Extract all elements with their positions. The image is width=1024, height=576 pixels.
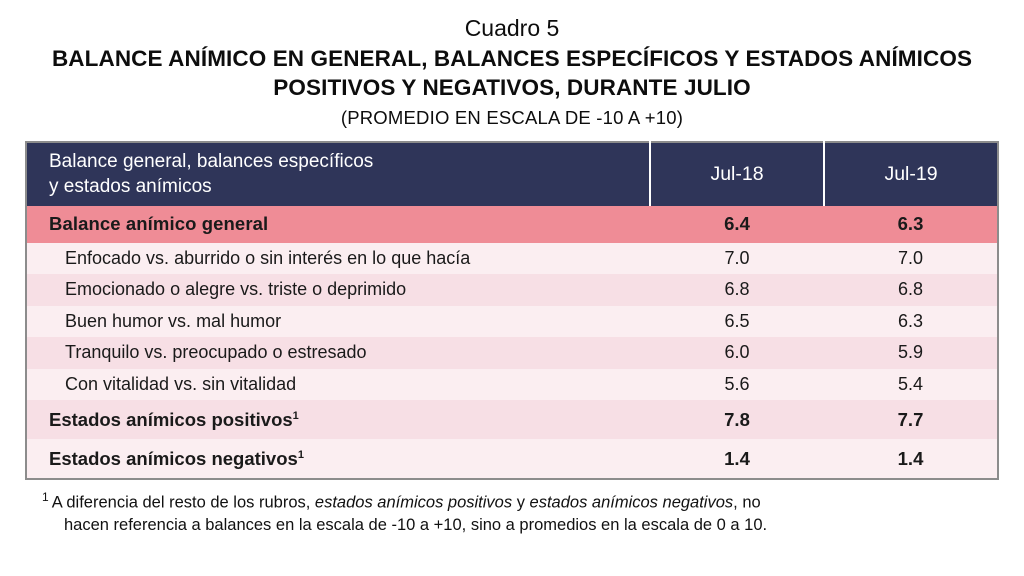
page-subtitle: (PROMEDIO EN ESCALA DE -10 A +10) bbox=[340, 107, 684, 129]
row-value-jul19: 1.4 bbox=[824, 439, 998, 479]
row-label-text: Estados anímicos positivos bbox=[49, 408, 293, 430]
row-footnote-marker: 1 bbox=[297, 448, 304, 461]
table-row bbox=[26, 337, 998, 369]
row-value-jul18: 6.8 bbox=[650, 274, 824, 306]
mood-balance-table bbox=[25, 141, 999, 480]
row-value-jul19: 5.4 bbox=[824, 369, 998, 401]
table-row bbox=[26, 306, 998, 338]
row-value-jul18: 5.6 bbox=[650, 369, 824, 401]
footnote-text-part3: , no bbox=[733, 493, 761, 512]
row-value-jul19: 6.3 bbox=[824, 306, 998, 338]
footnote-marker: 1 bbox=[42, 490, 49, 504]
row-label: Tranquilo vs. preocupado o estresado bbox=[26, 337, 650, 369]
table-row bbox=[26, 243, 998, 275]
row-value-jul19: 5.9 bbox=[824, 337, 998, 369]
row-label: Buen humor vs. mal humor bbox=[26, 306, 650, 338]
footnote-text-part2: y bbox=[512, 493, 530, 512]
row-label bbox=[26, 400, 650, 439]
row-value-jul19: 6.3 bbox=[824, 206, 998, 243]
footnote-italic-1: estados anímicos positivos bbox=[314, 493, 513, 512]
footnote bbox=[32, 489, 992, 536]
row-value-jul18: 6.5 bbox=[650, 306, 824, 338]
column-header-jul18: Jul-18 bbox=[650, 142, 824, 205]
column-header-concept bbox=[26, 142, 650, 205]
row-footnote-marker: 1 bbox=[292, 409, 299, 422]
row-value-jul18: 1.4 bbox=[650, 439, 824, 479]
table-row bbox=[26, 369, 998, 401]
row-label-text: Estados anímicos negativos bbox=[49, 447, 298, 469]
footnote-text-part1: A diferencia del resto de los rubros, bbox=[51, 493, 315, 512]
column-header-concept-line2: y estados anímicos bbox=[49, 176, 212, 198]
row-label: Con vitalidad vs. sin vitalidad bbox=[26, 369, 650, 401]
row-label: Emocionado o alegre vs. triste o deprimido bbox=[26, 274, 650, 306]
chart-number: Cuadro 5 bbox=[464, 15, 560, 41]
row-value-jul19: 6.8 bbox=[824, 274, 998, 306]
row-value-jul19: 7.7 bbox=[824, 400, 998, 439]
row-value-jul18: 7.0 bbox=[650, 243, 824, 275]
table-row bbox=[26, 274, 998, 306]
column-header-jul19: Jul-19 bbox=[824, 142, 998, 205]
table-row bbox=[26, 400, 998, 439]
row-value-jul18: 7.8 bbox=[650, 400, 824, 439]
table-row bbox=[26, 206, 998, 243]
table-header-row bbox=[26, 142, 998, 205]
row-label: Balance anímico general bbox=[26, 206, 650, 243]
footnote-line2: hacen referencia a balances en la escala de -10 a +10, sino a promedios en la escala de 0 a 10. bbox=[64, 515, 768, 534]
row-value-jul19: 7.0 bbox=[824, 243, 998, 275]
table-row bbox=[26, 439, 998, 479]
title-block bbox=[24, 14, 1000, 129]
row-label bbox=[26, 439, 650, 479]
page-title: BALANCE ANÍMICO EN GENERAL, BALANCES ESPECÍFICOS Y ESTADOS ANÍMICOS POSITIVOS Y NEGATIVOS, DURANTE JULIO bbox=[51, 45, 973, 100]
column-header-concept-line1: Balance general, balances específicos bbox=[49, 151, 374, 173]
footnote-italic-2: estados anímicos negativos bbox=[529, 493, 734, 512]
row-value-jul18: 6.4 bbox=[650, 206, 824, 243]
row-label: Enfocado vs. aburrido o sin interés en lo que hacía bbox=[26, 243, 650, 275]
row-value-jul18: 6.0 bbox=[650, 337, 824, 369]
